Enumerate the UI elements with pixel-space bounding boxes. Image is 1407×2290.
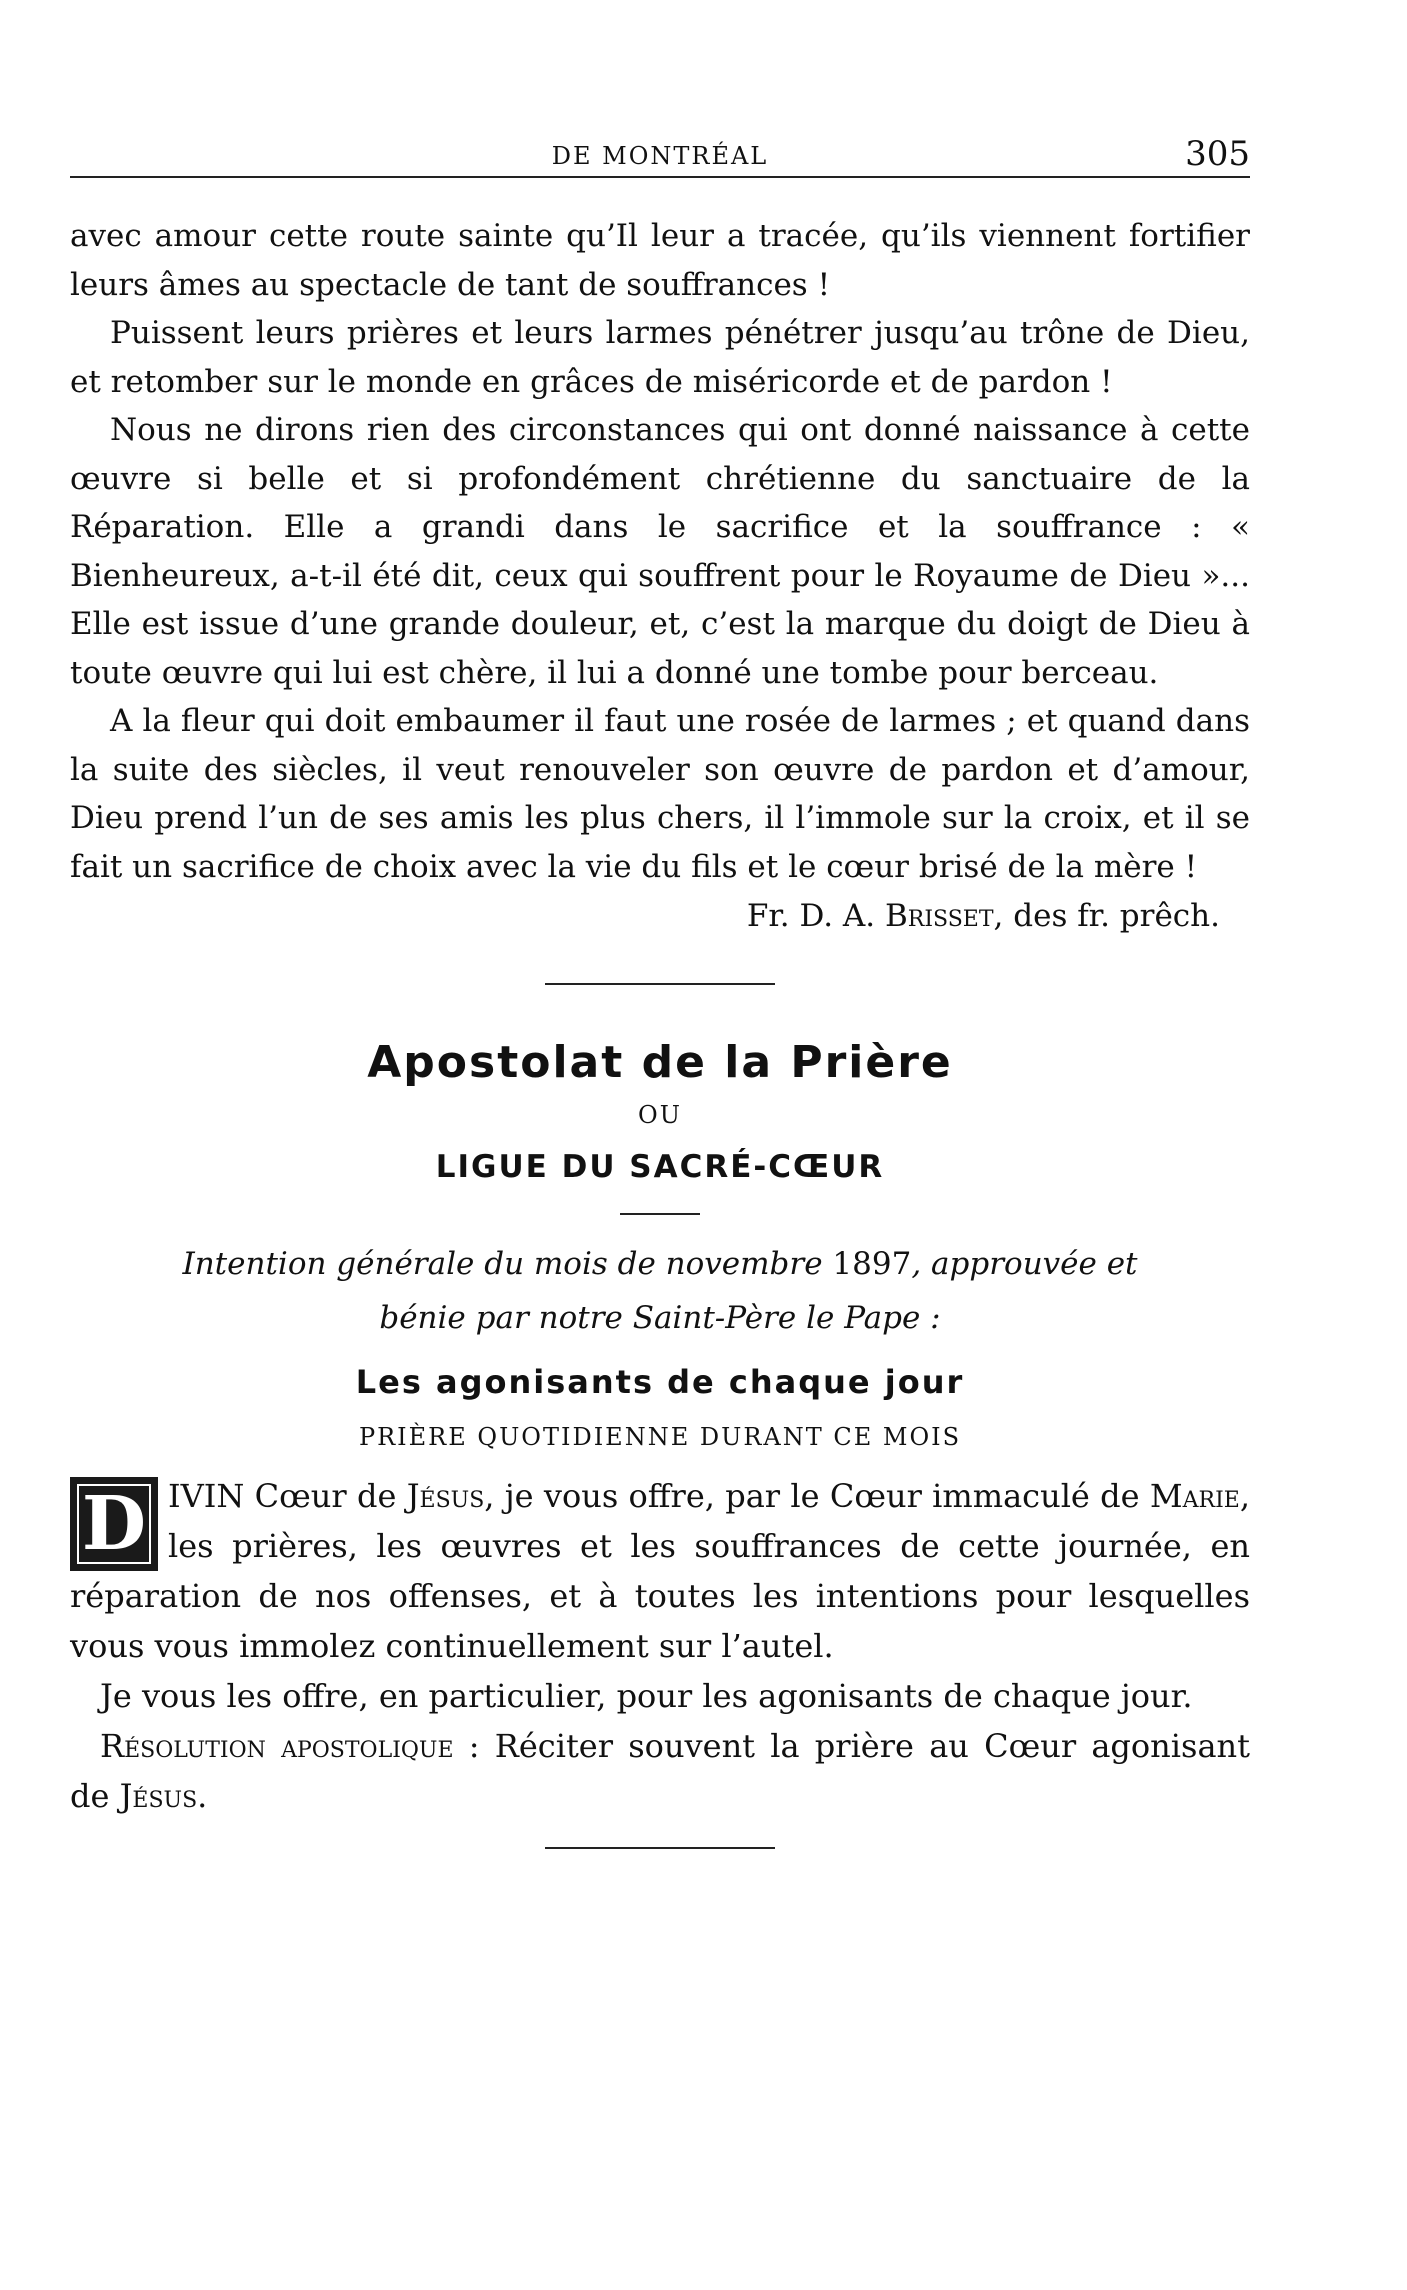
resolution-text: : Réciter souvent la prière au Cœur agonisant de [70, 1727, 1250, 1815]
paragraph-1: avec amour cette route sainte qu’Il leur a tracée, qu’ils viennent fortifier leurs âmes au spectacle de tant de souffrances ! [70, 218, 1250, 303]
monthly-intention [70, 1237, 1250, 1345]
intention-text-a: Intention générale du mois de novembre [182, 1246, 833, 1282]
short-divider-rule [620, 1213, 700, 1215]
resolution-label: Résolution apostolique [100, 1727, 454, 1765]
signature-name: Brisset [885, 898, 994, 934]
section-or: OU [638, 1101, 682, 1129]
signature [70, 891, 1220, 941]
article-body [70, 212, 1250, 891]
prayer-text-a: IVIN Cœur de [168, 1477, 407, 1515]
intention-year: 1897 [832, 1246, 912, 1282]
paragraph-4: A la fleur qui doit embaumer il faut une rosée de larmes ; et quand dans la suite des siècles, il veut renouveler son œuvre de pardon et d’amour, Dieu prend l’un de ses amis les plus chers, il l’immole sur la croix, et il se fait un sacrifice de choix avec la vie du fils et le cœur brisé de la mère ! [70, 703, 1250, 885]
signature-suffix: , des fr. prêch. [993, 898, 1220, 934]
running-title: DE MONTRÉAL [551, 142, 769, 170]
intention-text-b: , approuvée et [911, 1246, 1138, 1282]
dropcap-initial: D [70, 1477, 158, 1571]
paragraph-3: Nous ne dirons rien des circonstances qui ont donné naissance à cette œuvre si belle et si profondément chrétienne du sanctuaire de la Réparation. Elle a grandi dans le sacrifice et la souffrance : « Bienheureux, a-t-il été dit, ceux qui souffrent pour le Royaume de Dieu »... Elle est issue d’une grande douleur, et, c’est la marque du doigt de Dieu à toute œuvre qui lui est chère, il lui a donné une tombe pour berceau. [70, 412, 1250, 691]
intention-text-line2: bénie par notre Saint-Père le Pape : [379, 1300, 941, 1336]
prayer-text-c: , les prières, les œuvres et les souffrances de cette journée, en réparation de nos offenses, et à toutes les intentions pour lesquelles vous vous immolez continuellement sur l’autel. [70, 1477, 1250, 1665]
section-title: Apostolat de la Prière [367, 1037, 953, 1088]
prayer-name-jesus: Jésus [406, 1477, 485, 1515]
prayer-paragraph-2: Je vous les offre, en particulier, pour les agonisants de chaque jour. [100, 1677, 1193, 1715]
divider-rule [545, 983, 775, 985]
page-number: 305 [1185, 134, 1250, 174]
paragraph-2: Puissent leurs prières et leurs larmes pénétrer jusqu’au trône de Dieu, et retomber sur le monde en grâces de miséricorde et de pardon ! [70, 315, 1250, 400]
running-header [70, 130, 1250, 178]
prayer-text-b: , je vous offre, par le Cœur immaculé de [484, 1477, 1150, 1515]
prayer-name-marie: Marie [1149, 1477, 1240, 1515]
signature-prefix: Fr. D. A. [746, 898, 886, 934]
prayer-paragraph-1 [70, 1471, 1250, 1671]
section-subtitle: LIGUE DU SACRÉ-CŒUR [435, 1149, 885, 1185]
end-divider-rule [545, 1847, 775, 1849]
resolution-paragraph [70, 1721, 1250, 1821]
page [70, 130, 1250, 1849]
prayer-heading: PRIÈRE QUOTIDIENNE DURANT CE MOIS [358, 1423, 962, 1451]
intention-subject: Les agonisants de chaque jour [355, 1363, 965, 1401]
resolution-name-jesus: Jésus [119, 1777, 198, 1815]
resolution-end: . [197, 1777, 208, 1815]
prayer-body [70, 1471, 1250, 1821]
